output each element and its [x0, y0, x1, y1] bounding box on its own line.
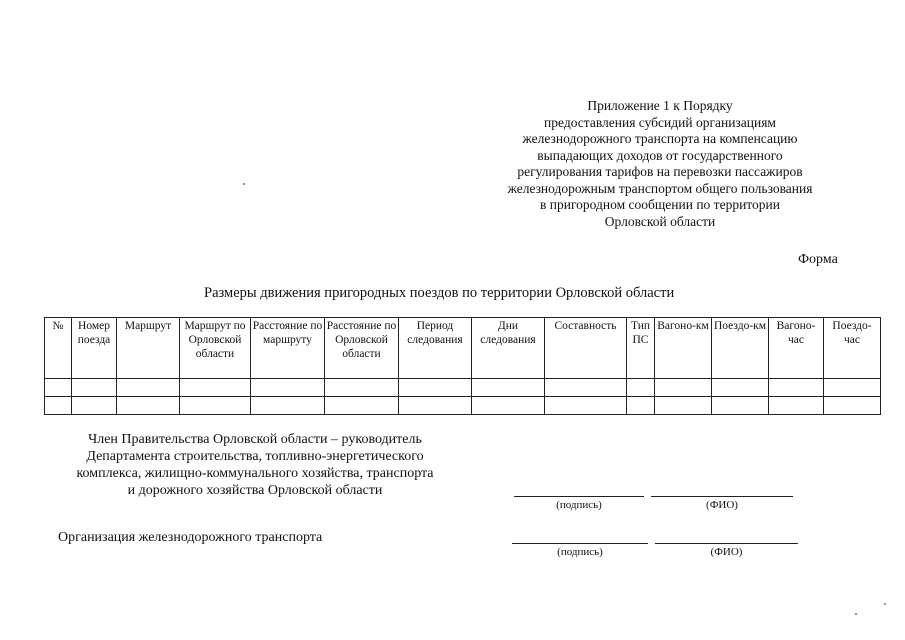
header-cell-car-hours: Вагоно-час: [769, 318, 824, 379]
header-cell-distance-oblast: Расстояние по Орловской области: [325, 318, 399, 379]
header-cell-days: Дни следования: [472, 318, 545, 379]
organization-signature-caption: (подпись): [557, 546, 603, 558]
table-cell: [824, 379, 881, 397]
table-cell: [769, 397, 824, 415]
table-cell: [325, 379, 399, 397]
header-cell-composition: Составность: [545, 318, 627, 379]
signatory-title: [50, 431, 460, 499]
table-cell: [472, 379, 545, 397]
table-cell: [399, 379, 472, 397]
header-cell-car-km: Вагоно-км: [655, 318, 712, 379]
table-title: Размеры движения пригородных поездов по территории Орловской области: [204, 285, 675, 301]
header-cell-distance-route: Расстояние по маршруту: [251, 318, 325, 379]
table-cell: [627, 397, 655, 415]
signatory-line: комплекса, жилищно-коммунального хозяйства, транспорта: [76, 466, 434, 481]
organization-signature-line: [512, 543, 648, 544]
appendix-line: регулирования тарифов на перевозки пассажиров: [517, 164, 803, 179]
table-cell: [117, 397, 180, 415]
traffic-table: [44, 317, 881, 415]
table-cell: [325, 397, 399, 415]
header-cell-route-oblast: Маршрут по Орловской области: [180, 318, 251, 379]
appendix-line: Приложение 1 к Порядку: [587, 98, 733, 113]
table-cell: [769, 379, 824, 397]
header-cell-train-number: Номер поезда: [72, 318, 117, 379]
table-cell: [627, 379, 655, 397]
signatory-signature-caption: (подпись): [556, 499, 602, 511]
appendix-line: железнодорожным транспортом общего пользования: [507, 180, 813, 196]
signatory-name-caption: (ФИО): [706, 499, 738, 511]
table-cell: [251, 379, 325, 397]
signatory-line: и дорожного хозяйства Орловской области: [127, 483, 383, 498]
table-cell: [180, 379, 251, 397]
table-cell: [545, 397, 627, 415]
header-cell-route: Маршрут: [117, 318, 180, 379]
appendix-line: выпадающих доходов от государственного: [537, 147, 783, 163]
table-cell: [72, 397, 117, 415]
table-cell: [655, 397, 712, 415]
table-cell: [399, 397, 472, 415]
organization-name-caption: (ФИО): [710, 546, 743, 558]
table-cell: [824, 397, 881, 415]
appendix-line: железнодорожного транспорта на компенсацию: [522, 131, 798, 146]
scan-speck: [243, 183, 245, 185]
table-cell: [472, 397, 545, 415]
appendix-line: предоставления субсидий организациям: [544, 114, 776, 130]
table-cell: [72, 379, 117, 397]
scan-speck: [884, 603, 886, 605]
table-cell: [180, 397, 251, 415]
table-cell: [545, 379, 627, 397]
table-cell: [655, 379, 712, 397]
header-cell-train-km: Поездо-км: [712, 318, 769, 379]
signatory-name-line: [651, 496, 793, 497]
table-cell: [117, 379, 180, 397]
organization-label: Организация железнодорожного транспорта: [58, 530, 323, 545]
header-cell-period: Период следования: [399, 318, 472, 379]
appendix-line: в пригородном сообщении по территории: [540, 197, 780, 212]
signatory-signature-line: [514, 496, 644, 497]
table-cell: [712, 379, 769, 397]
signatory-line: Член Правительства Орловской области – руководитель: [88, 432, 422, 447]
organization-name-line: [655, 543, 798, 544]
appendix-heading: [470, 98, 850, 230]
header-cell-train-hours: Поездо-час: [824, 318, 881, 379]
signatory-line: Департамента строительства, топливно-энергетического: [86, 449, 424, 464]
scan-speck: [855, 613, 857, 615]
table-cell: [45, 379, 72, 397]
form-label: Форма: [798, 252, 838, 267]
table-row: [45, 397, 881, 415]
header-cell-number: №: [45, 318, 72, 379]
header-cell-rolling-stock-type: Тип ПС: [627, 318, 655, 379]
table-cell: [251, 397, 325, 415]
table-row: [45, 379, 881, 397]
table-cell: [712, 397, 769, 415]
table-cell: [45, 397, 72, 415]
appendix-line: Орловской области: [604, 213, 716, 229]
table-header-row: [45, 318, 881, 379]
